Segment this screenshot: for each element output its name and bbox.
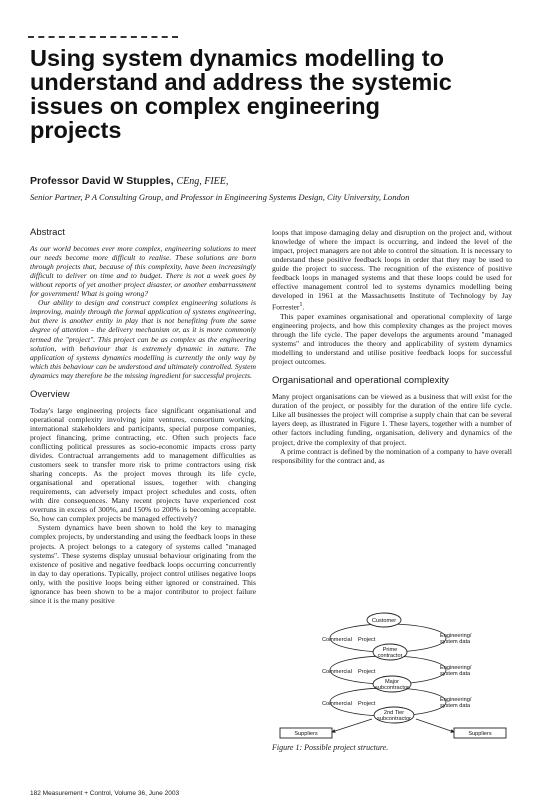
commercial-label: Commercial xyxy=(322,637,352,643)
page-footer: 182 Measurement + Control, Volume 36, June 2003 xyxy=(30,790,180,797)
subcontractor-label: subcontractor xyxy=(377,716,411,722)
commercial-label: Commercial xyxy=(322,669,352,675)
body-paragraph: A prime contract is defined by the nomination of a company to have overall responsibility for the contract and, as xyxy=(272,446,512,465)
project-label: Project xyxy=(358,701,376,707)
suppliers-label: Suppliers xyxy=(468,731,492,737)
right-column xyxy=(272,228,512,465)
supplier-arrow xyxy=(332,719,372,732)
customer-label: Customer xyxy=(371,618,397,624)
body-paragraph: This paper examines organisational and operational complexity of large engineering projects, and how this complexity changes as the project moves through the life cycle. The paper develops the arguments around "managed systems" and introduces the theory and applicability of system dynamics modelling to understand and utilise positive feedback loops for successful project outcomes. xyxy=(272,311,512,367)
engineering-label: Engineering/ xyxy=(440,633,472,639)
author-name: Professor David W Stupples, xyxy=(30,175,174,187)
author-credentials: CEng, FIEE, xyxy=(176,176,229,187)
footnote-marker: 1 xyxy=(299,301,303,309)
system-data-label: system data xyxy=(440,703,471,709)
abstract-paragraph: Our ability to design and construct complex engineering solutions is improving, mainly through the formal application of systems engineering, but there is another entity in play that is not benefiting from the same degree of attention - the delivery mechanism or, as it is more commonly termed the "project". This project can be as complex as the engineering solution, with behaviour that is extremely dynamic in nature. The application of systems dynamics modelling is currently the only way by which this behaviour can be understood and ultimately controlled. System dynamics may therefore be the missing ingredient for successful projects. xyxy=(30,298,256,380)
body-paragraph: System dynamics have been shown to hold the key to managing complex projects, by understanding and using the feedback loops in these projects. A project belongs to a category of systems called "managed systems". These systems display unusual behaviour originating from the existence of positive and negative feedback loops occurring concurrently in day to day operations. Typically, project control utilises negative loops only, with the positive loops being either ignored or constrained. This ignorance has been shown to be a major contributor to project failure since it is the many positive xyxy=(30,523,256,605)
body-paragraph: Today's large engineering projects face significant organisational and operational complexity involving joint ventures, consortium working, international stakeholders and participants, special purpose companies, project financing, prime contracting, etc. Often such projects face conflicting political pressures as socio-economic impacts cross party divides. Contractual arrangements add to management difficulties as customers seek to transfer more risk to prime contractors using risk sharing concepts. As the project moves through its life cycle, organisational and operational issues, together with changing requirements, can adversely impact project schedules and costs, often with dire consequences. Many recent projects have experienced cost overruns in excess of 300%, and 150% to 200% is becoming acceptable. So, how can complex projects be managed effectively? xyxy=(30,405,256,524)
abstract-heading: Abstract xyxy=(30,227,65,238)
abstract-paragraph: As our world becomes ever more complex, engineering solutions to meet our needs become more difficult to realise. These solutions are born through projects that, because of this complexity, have been increasingly difficult to deliver on time and to budget. There is not a week goes by without reports of yet another project disaster, or another embarrassment for government! What is going wrong? xyxy=(30,244,256,299)
engineering-label: Engineering/ xyxy=(440,697,472,703)
author-affiliation: Senior Partner, P A Consulting Group, and Professor in Engineering Systems Design, City University, London xyxy=(30,192,410,202)
engineering-label: Engineering/ xyxy=(440,665,472,671)
major-label: Major xyxy=(385,679,399,685)
header-rule xyxy=(28,36,178,38)
project-structure-figure xyxy=(272,608,512,740)
commercial-label: Commercial xyxy=(322,701,352,707)
contractor-label: contractor xyxy=(377,653,403,659)
system-data-label: system data xyxy=(440,671,471,677)
project-label: Project xyxy=(358,637,376,643)
author-line xyxy=(30,175,520,187)
system-data-label: system data xyxy=(440,639,471,645)
body-paragraph: Many project organisations can be viewed as a business that will exist for the duration of the project, or possibly for the duration of the entire life cycle. Like all businesses the project will comprise a supply chain that can be several layers deep, as illustrated in Figure 1. These layers, together with a number of other factors including funding, organisation, delivery and dynamics of the project, drive the complexity of that project. xyxy=(272,392,512,447)
body-paragraph: loops that impose damaging delay and disruption on the project and, without knowledge of where the impact is occurring, and indeed the level of the impact, project managers are not able to control the situation. It is necessary to understand these positive feedback loops in order that they may be used to guide the project to success. The recognition of the existence of positive feedback loops in managed systems and that these loops could be used for effective management control led to systems dynamics modelling being developed in 1961 at the Massachusetts Institute of Technology by Jay Forrester$^1$. xyxy=(272,228,512,312)
figure-caption: Figure 1: Possible project structure. xyxy=(272,743,389,752)
tier2-label: 2nd Tier xyxy=(383,710,405,716)
overview-heading: Overview xyxy=(30,388,70,400)
suppliers-label: Suppliers xyxy=(294,731,318,737)
project-label: Project xyxy=(358,669,376,675)
body-text: loops that impose damaging delay and disruption on the project and, without knowledge of where the impact is occurring, and indeed the level of the impact, project managers are not able to control the situation. It is necessary to understand these positive feedback loops in order that they may be used to guide the project to success. The recognition of the existence of positive feedback loops in managed systems and that these loops could be used for effective management control led to systems dynamics modelling being developed in 1961 at the Massachusetts Institute of Technology by Jay Forrester xyxy=(272,228,512,312)
section-heading: Organisational and operational complexity xyxy=(272,375,449,387)
prime-label: Prime xyxy=(382,647,398,653)
supplier-arrow xyxy=(416,719,454,732)
article-title: Using system dynamics modelling to understand and address the systemic issues on complex engineering projects xyxy=(30,45,452,143)
subcontractor-label: subcontractor xyxy=(375,685,409,691)
left-column xyxy=(30,228,256,605)
